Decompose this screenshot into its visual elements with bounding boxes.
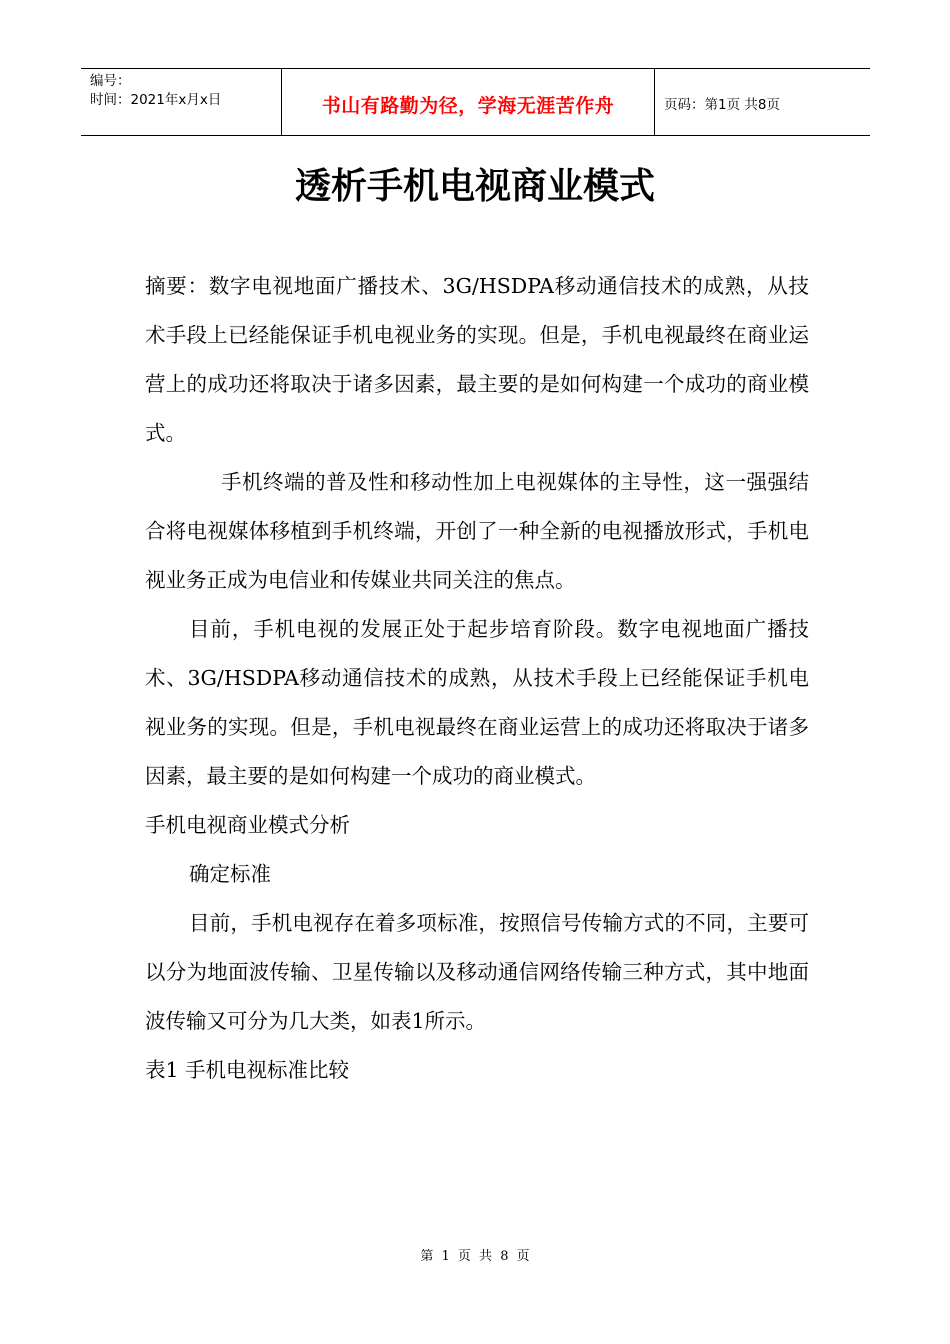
document-title: 透析手机电视商业模式 xyxy=(294,165,655,207)
abstract-paragraph: 摘要：数字电视地面广播技术、3G/HSDPA移动通信技术的成熟，从技术手段上已经能保证手机电视业务的实现。但是，手机电视最终在商业运营上的成功还将取决于诸多因素，最主要的是如何构建一个成功的商业模式。 xyxy=(145,274,809,445)
document-date-label: 时间：2021年x月x日 xyxy=(90,92,222,108)
section-heading: 手机电视商业模式分析 xyxy=(145,813,350,837)
table-caption: 表1 手机电视标准比较 xyxy=(145,1058,350,1082)
document-number-label: 编号： xyxy=(90,73,131,89)
body-paragraph-2: 目前，手机电视的发展正处于起步培育阶段。数字电视地面广播技术、3G/HSDPA移动通信技术的成熟，从技术手段上已经能保证手机电视业务的实现。但是，手机电视最终在商业运营上的成功还将取决于诸多因素，最主要的是如何构建一个成功的商业模式。 xyxy=(145,617,809,788)
header-motto-cell xyxy=(282,69,655,135)
header-motto: 书山有路勤为径，学海无涯苦作舟 xyxy=(321,94,615,117)
header-page-info: 页码：第1页 共8页 xyxy=(664,97,780,113)
body-paragraph-3: 目前，手机电视存在着多项标准，按照信号传输方式的不同，主要可以分为地面波传输、卫星传输以及移动通信网络传输三种方式，其中地面波传输又可分为几大类，如表1所示。 xyxy=(145,911,809,1033)
page-footer: 第 1 页 共 8 页 xyxy=(420,1249,530,1264)
header-table xyxy=(81,68,870,136)
body-paragraph-1: 手机终端的普及性和移动性加上电视媒体的主导性，这一强强结合将电视媒体移植到手机终端，开创了一种全新的电视播放形式，手机电视业务正成为电信业和传媒业共同关注的焦点。 xyxy=(145,470,809,592)
document-body xyxy=(145,262,809,1095)
header-meta-cell xyxy=(81,69,282,135)
subsection-heading: 确定标准 xyxy=(189,862,271,886)
header-page-cell xyxy=(655,69,870,135)
